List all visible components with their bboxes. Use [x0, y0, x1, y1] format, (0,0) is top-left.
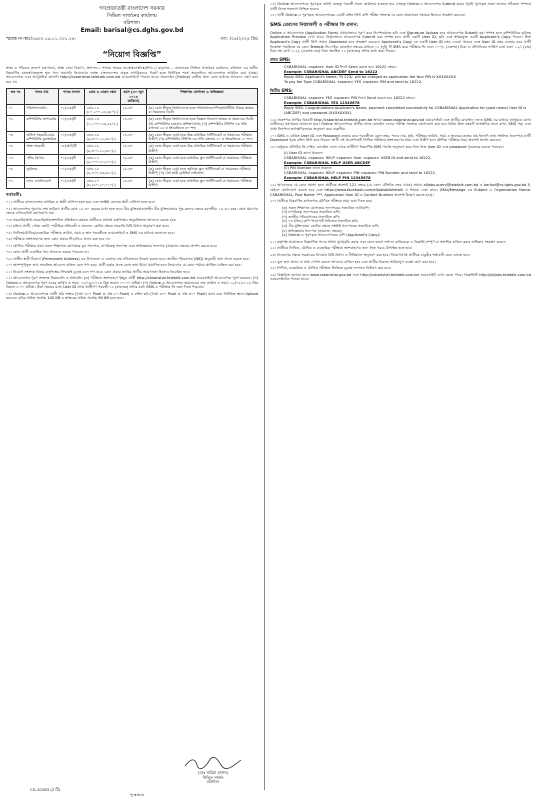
step2-line: CSBARISHAL <space> YES <space> PIN লিখে Send করতে হবে 16222 নম্বরে।: [284, 95, 415, 100]
table-cell: স্বাস্থ্য সহকারী: [25, 143, 59, 154]
table-cell: ০৭: [7, 177, 25, 188]
left-column: [2, 0, 262, 800]
condition-item: ০৭। মৌখিক পরীক্ষার সময় সকল শিক্ষাগত যোগ্যতার মূল সনদপত্র, নাগরিকত্ব সনদপত্র এবং অভিজ্ঞতার সনদপত্র (প্রযোজ্য ক্ষেত্রে) প্রদর্শন করতে হবে।: [6, 243, 218, 248]
document-requirement: (গ) জাতীয় পরিচয়পত্রের সত্যায়িত কপি;: [282, 214, 341, 219]
step2-reply: Reply SMS: Congratulations Applicant's Name, payment completed successfully for CSBARISHAL Application for (post name) User ID is (ABCDEF) and password (XXXXXXXX).: [284, 105, 527, 115]
posts-table: [6, 88, 258, 189]
table-cell: ০১(এক)টি: [59, 166, 85, 177]
table-cell: ০৪: [7, 143, 25, 154]
table-cell: গ্রেড-১৫ (৯,৭০০-২৩,৪৯০/-): [85, 166, 121, 177]
table-cell: ড্রাইভার: [25, 166, 59, 177]
condition-item: ১৩। Online-এ আবেদনপত্রে প্রার্থী তাঁর স্বাক্ষর (দৈর্ঘ্য ৩০০ Pixel × প্রস্থ ৮০ Pixel) ও রঙ্গিন ছবি (দৈর্ঘ্য ৩০০ Pixel × প্রস্থ ৩০০ Pixel) স্ক্যান করে নির্ধারিত স্থানে Upload করবেন। ছবির সাইজ সর্বোচ্চ 100 KB ও স্বাক্ষরের সাইজ সর্বোচ্চ 60 KB হতে হবে।: [6, 291, 258, 301]
table-cell: পরিসংখ্যানবিদ: [25, 104, 59, 115]
item-20-sub: [268, 206, 533, 238]
table-cell: ০১(এক)টি: [59, 177, 85, 188]
condition-item: ০৫। লিখিত/মৌখিক/ব্যবহারিক পরীক্ষার তারিখ, সময় ও স্থান পরবর্তীতে ওয়েবসাইটে ও SMS এর মাধ্যমে জানানো হবে।: [6, 230, 175, 235]
notice-item: ২৬। বিস্তারিত তথ্যের জন্য www.csbarishal.gov.bd এবং http://csbarishal.teletalk.com.bd ওয়েবসাইট দেখা যেতে পারে। বিজ্ঞপ্তিটি http://alljobs.teletalk.com.bd ওয়েবসাইটেও পাওয়া যাবে।: [270, 272, 531, 282]
step1-pay: To pay fee Type CSBARISHAL <space> YES <space> PIN and send to 16222.: [284, 79, 423, 84]
item-20: ২০। প্রার্থীকে নিম্নবর্ণিত কাগজপত্র মৌখিক পরীক্ষার সময় জমা দিতে হবে:: [270, 199, 373, 204]
table-cell: গ্রেড-১৪ (১০,২০০-২৪,৬৮০/-): [85, 104, 121, 115]
step1-box: [284, 65, 531, 85]
letterhead: [2, 6, 262, 34]
condition-item: ০৮। কোন প্রার্থী একাধিক পদে আবেদন করতে পারবেন না।: [6, 250, 89, 255]
document-requirement: (ঘ) ০৩ (তিন) কপি পাসপোর্ট সাইজের সত্যায়িত ছবি;: [282, 219, 359, 224]
item-15: ১৫। প্রার্থী Online-এ পূরণকৃত আবেদনপত্রের একটি রঙ্গিন প্রিন্ট কপি পরীক্ষা সংক্রান্ত যে কোন প্রয়োজনে সহায়ক হিসেবে সংরক্ষণ করবেন।: [270, 13, 466, 18]
table-row: [7, 177, 258, 188]
step2-box: [284, 96, 531, 116]
recovery-line: (i) User ID জানা থাকলে:: [284, 151, 324, 156]
table-cell: গ্রেড-১৬ (৯,৩০০-২২,৪৯০/-): [85, 132, 121, 143]
notice-item: ২২। প্রার্থীকে লিখিত, মৌখিক ও ব্যবহারিক পরীক্ষায় অংশগ্রহণের জন্য নিজ খরচে উপস্থিত হতে হবে।: [270, 246, 413, 251]
table-cell: ০১(এক)টি: [59, 104, 85, 115]
col-serial: ক্রঃ নং: [7, 89, 25, 105]
column-divider: [264, 4, 265, 790]
recovery-line: (ii) PIN Number জানা থাকলে:: [284, 166, 333, 171]
recovery-line: CSBARISHAL <space> HELP <space> User <space> USER ID and send to 16222.: [284, 156, 432, 161]
table-cell: ১৮-৩০: [121, 154, 147, 165]
city-line: বরিশাল।: [123, 20, 141, 26]
col-grade: গ্রেড ও বেতন স্কেল: [85, 89, 121, 105]
condition-item: ১০। অসম্পূর্ণ/ভুল তথ্য সংবলিত আবেদন বাতিল বলে গণ্য হবে। প্রার্থী কর্তৃক প্রদত্ত কোন তথ্য মিথ্যা প্রমাণিত হলে নিয়োগের যে কোন পর্যায়ে প্রার্থিতা বাতিল করা হবে।: [6, 263, 242, 268]
col-age: বয়স (৩০ জুন ২০২৪ তারিখে): [121, 89, 147, 105]
table-cell: ০১: [7, 104, 25, 115]
posts-table-body: [7, 104, 258, 188]
table-row: [7, 132, 258, 143]
table-cell: ০৬: [7, 166, 25, 177]
item-16: ১৬। প্রবেশপত্র প্রাপ্তির বিষয়টি http://csbarishal.teletalk.com.bd অথবা www.csbarishal.gov.bd ওয়েবসাইটে এবং প্রার্থীর মোবাইল ফোনে SMS এর মাধ্যমে (শুধুমাত্র যোগ্য প্রার্থীদের) যথাসময়ে জানানো হবে। Online আবেদনপত্রে প্রার্থীর প্রদত্ত মোবাইল ফোনে পরীক্ষা সংক্রান্ত যোগাযোগ করা হবে বিধায় উক্ত নম্বরটি সার্বক্ষণিক সচল রাখা, SMS পড়া এবং প্রাপ্ত নির্দেশনা তাৎক্ষণিকভাবে অনুসরণ করা বাঞ্ছনীয়।: [270, 117, 531, 131]
conditions-list: [2, 200, 262, 301]
table-cell: ল্যাব এ্যাটেনডেন্ট: [25, 177, 59, 188]
table-cell: ১৮-৩০: [121, 116, 147, 132]
step1-reply: Reply SMS: Applicant's Name, Tk 223/- will be charged as application fee Your PIN is XXXXXXXX: [284, 74, 456, 79]
table-cell: ১৮-৩০: [121, 104, 147, 115]
email-line: Email: barisal@cs.dghs.gov.bd: [80, 27, 184, 34]
table-cell: গ্রেড-২০ (৮,২৫০-২০,০১০/-): [85, 177, 121, 188]
table-cell: (ক) কোন স্বীকৃত বিশ্ববিদ্যালয় হতে পরিসংখ্যান/গণিত/অর্থনীতি বিষয়ে স্নাতক বা সমমানের ডিগ্রী;: [147, 104, 258, 115]
col-qualification: শিক্ষাগত যোগ্যতা ও অভিজ্ঞতা: [147, 89, 258, 105]
item-14: ১৪। Online আবেদনপত্রে পূরণকৃত তথ্যই যেহেতু পরবর্তী সকল কার্যক্রমে ব্যবহৃত হবে সেহেতু Online-এ আবেদনপত্র Submit করার পূর্বেই পূরণকৃত সকল তথ্যের সঠিকতা সম্পর্কে প্রার্থী নিজে শতভাগ নিশ্চিত হবেন।: [270, 2, 531, 11]
table-cell: গ্রেড-১৬ (৯,৩০০-২২,৪৯০/-): [85, 143, 121, 154]
signature-mark: [183, 756, 243, 770]
table-cell: ০১(এক)টি: [59, 132, 85, 143]
items-bottom: [268, 240, 533, 282]
condition-item: ১২। আবেদনপত্র পূরণ সংক্রান্ত নিয়মাবলি ও শর্তাবলি: (ক) পরীক্ষায় অংশগ্রহণে ইচ্ছুক প্রার্থী http://csbarishal.teletalk.com.bd ওয়েবসাইটে আবেদনপত্র পূরণ করবেন। (খ) Online-এ আবেদনপত্র পূরণ শুরুর তারিখ ও সময়: ১৮/০৪/২০২৪ খ্রিঃ সকাল ১০.০০ ঘটিকা। (গ) Online-এ আবেদনপত্র জমাদানের শেষ তারিখ ও সময়: ১৯/০৫/২০২৪ খ্রিঃ বিকাল ৫.০০ ঘটিকা। উক্ত সময়ের মধ্যে User ID প্রাপ্ত প্রার্থীগণ পরবর্তী ৭২ (বাহাত্তর) ঘন্টার মধ্যে SMS-এ পরীক্ষার ফি জমা দিতে পারবেন।: [6, 276, 258, 290]
table-cell: (ক) কোন স্বীকৃত বোর্ড হতে জুনিয়র স্কুল সার্টিফিকেট বা সমমানের পরীক্ষায় উত্তীর্ণ; (খ) বৈধ ভারী ড্রাইভিং লাইসেন্স;: [147, 166, 258, 177]
signatory-office: বরিশাল।: [206, 779, 220, 785]
posts-table-header: [7, 89, 258, 105]
col-count: পদের সংখ্যা: [59, 89, 85, 105]
condition-item: ০৩। সরকারি/আধা-সরকারি/স্বায়ত্তশাসিত প্রতিষ্ঠানে কর্মরত প্রার্থীদের যথাযথ কর্তৃপক্ষের অনুমতিক্রমে আবেদন করতে হবে।: [6, 217, 177, 222]
recovery-example: Example: CSBARISHAL HELP USER ABCDEF: [284, 161, 371, 166]
signature-block: [168, 756, 258, 785]
memo-number: স্মারক নং-স্বাঃ/০৬০০.১৬.১১.০০১.২৪-: [6, 37, 77, 42]
table-cell: ০৫: [7, 154, 25, 165]
step1-line: CSBARISHAL <space> User ID লিখে Send করতে হবে 16222 নম্বরে।: [284, 64, 397, 69]
table-row: [7, 104, 258, 115]
signatory-designation: সিভিল সার্জন: [202, 774, 224, 780]
table-cell: ০৩: [7, 132, 25, 143]
table-cell: গ্রেড-১৩ (১১,০০০-২৬,৫৯০/-): [85, 116, 121, 132]
table-row: [7, 143, 258, 154]
table-row: [7, 116, 258, 132]
item-17: ১৭। SMS এ প্রেরিত User ID এবং Password ব্যবহার করে পরবর্তীতে রোল নম্বর, পদের নাম, ছবি, পরীক্ষার তারিখ, সময় ও স্থানের/কেন্দ্রের নাম ইত্যাদি তথ্য সম্বলিত প্রবেশপত্র প্রার্থী Download পূর্বক রঙ্গিন প্রিন্ট করে নিবেন। প্রার্থী এই প্রবেশপত্রটি লিখিত পরীক্ষায় অংশগ্রহণের সময় এবং উত্তীর্ণ হলে মৌখিক পরীক্ষার সময় অবশ্যই প্রদর্শন করবেন।: [270, 133, 531, 143]
item-18: ১৮। শুধুমাত্র টেলিটক প্রি-পেইড মোবাইল ফোন থেকে প্রার্থীগণ নিম্নবর্ণিত SMS পদ্ধতি অনুসরণ করে নিজ নিজ User ID এবং password পুনরুদ্ধার করতে পারবেন।: [270, 144, 504, 149]
right-column: [268, 0, 533, 800]
table-cell: কম্পিউটার অপারেটর: [25, 116, 59, 132]
govt-code: CG-10183 (2 টি): [30, 787, 60, 792]
table-cell: (ক) কোন স্বীকৃত বিশ্ববিদ্যালয় হতে বিজ্ঞান বিভাগে স্নাতক বা সমমানের ডিগ্রী; (খ) কম্পিউটার চালনায় প্রশিক্ষণপ্রাপ্ত; (গ) কম্পিউটার টাইপিং এর গতি বাংলায় ২৫ ও ইংরেজিতে ৩০ শব্দ;: [147, 116, 258, 132]
item-19: ১৯। আবেদনের যে কোন সমস্যা হলে প্রার্থীকে অবশ্যই 121 নম্বরে (যে কোন টেলিটক নম্বর থেকে) অথবা alljobs.query@teletalk.com.bd ও barisal@cs.dghs.gov.bd ই-মেইলে যোগাযোগ করতে হবে এবং https://www.facebook.com/alljobsbdteletalk এ সাহায্য নেয়া যাবে। (Mail/Message এর Subject এ Organization Name: CSBARISHAL, Post Name: ***, Application User ID ও Contact Number অবশ্যই উল্লেখ করতে হবে)।: [270, 183, 531, 197]
footer-note: পুনঃপ্রচার: [130, 793, 145, 797]
condition-item: ০৯। প্রার্থীর স্থায়ী ঠিকানা (Permanent Address) এর উপজেলা ও জেলার নাম সঠিকভাবে উল্লেখ করতে হবে। জাতীয় পরিচয়পত্র (NID) অনুযায়ী তথ্য প্রদান করতে হবে।: [6, 256, 250, 261]
table-cell: ১৮-৩০: [121, 143, 147, 154]
table-cell: (ক) কোন স্বীকৃত বোর্ড হতে মাধ্যমিক স্কুল সার্টিফিকেট বা সমমানের পরীক্ষায় উত্তীর্ণ;: [147, 177, 258, 188]
step1-example: Example: CSBARISHAL ABCDEF Send to 16222: [284, 69, 378, 74]
memo-row: [6, 36, 258, 43]
office-line: সিভিল সার্জনের কার্যালয়: [107, 13, 157, 19]
table-cell: গ্রেড-১৭ (৯,০০০-২১,৮০০/-): [85, 154, 121, 165]
table-cell: ০১(এক)টি: [59, 154, 85, 165]
table-cell: ০২: [7, 116, 25, 132]
conditions-title: শর্তাবলীঃ: [6, 192, 22, 198]
notice-title: “নিয়োগ বিজ্ঞপ্তি”: [97, 49, 167, 63]
intro-paragraph: স্বাস্থ্য ও পরিবার কল্যাণ মন্ত্রণালয়, স্বাস্থ্য সেবা বিভাগ, প্রশাসন-১ শাখার স্মারক নং-স্বাঃসেঃবিঃ/প্রশা-১/ ছাড়পত্র... মোতাবেক সিভিল সার্জনের কার্যালয়, বরিশাল এর অধীন নিম্নবর্ণিত রাজস্বখাতভুক্ত শূন্য পদে সরাসরি নিয়োগের লক্ষ্যে বাংলাদেশের প্রকৃত নাগরিকদের নিকট হতে নির্ধারিত শর্তে অনলাইনে আবেদনপত্র আহ্বান করা যাচ্ছে। আবেদনপত্র এবং আনুষঙ্গিক তথ্যাদি http://csbarishal.teletalk.com.bd ওয়েবসাইটে পাওয়া যাবে। অনলাইন (Online) ব্যতীত অন্য কোন মাধ্যমে আবেদন গ্রহণ করা হবে না।: [6, 66, 258, 84]
table-row: [7, 154, 258, 165]
table-cell: ০১(এক)টি: [59, 116, 85, 132]
table-cell: স্টোর কিপার: [25, 154, 59, 165]
condition-item: ০৪। মহিলা প্রার্থী, পোষ্য কোটা, শারীরিক প্রতিবন্ধী ও অন্যান্য কোটার ক্ষেত্রে সরকারি বিধি-বিধান অনুসরণ করা হবে।: [6, 224, 170, 229]
document-requirement: (ঙ) বীর মুক্তিযোদ্ধা কোটার ক্ষেত্রে সংশ্লিষ্ট সনদপত্রের সত্যায়িত কপি;: [282, 224, 380, 229]
notice-item: ২৫। লিখিত, ব্যবহারিক ও মৌখিক পরীক্ষার ভিত্তিতে চূড়ান্ত ফলাফল নির্ধারণ করা হবে।: [270, 266, 391, 271]
document-requirement: (খ) নাগরিকত্ব সনদপত্রের সত্যায়িত কপি;: [282, 210, 341, 215]
notice-item: ২৪। ভুল তথ্য প্রদান বা তথ্য গোপন করলে আবেদন বাতিল হবে এবং প্রার্থীর বিরুদ্ধে আইনানুগ ব্যবস্থা গ্রহণ করা হবে।: [270, 259, 436, 264]
step2-title: দ্বিতীয় SMS:: [270, 87, 293, 93]
table-cell: ১৮-৩০: [121, 132, 147, 143]
signatory-name: (ডাঃ মারিয়া হাসান): [198, 770, 228, 775]
document-requirement: (ছ) Online-এ পূরণকৃত আবেদনপত্রের কপি (Applicant's Copy)।: [282, 233, 381, 238]
condition-item: ০৬। পরীক্ষায় অংশগ্রহণের জন্য কোন প্রকার টিএ/ডিএ প্রদান করা হবে না।: [6, 237, 111, 242]
table-cell: (ক) কোন স্বীকৃত বোর্ড হতে মাধ্যমিক স্কুল সার্টিফিকেট বা সমমানের পরীক্ষায় উত্তীর্ণ;: [147, 154, 258, 165]
table-cell: (ক) কোন স্বীকৃত বোর্ড হতে উচ্চ মাধ্যমিক সার্টিফিকেট বা সমমানের পরীক্ষায় উত্তীর্ণ; (খ) কম্পিউটার টাইপিং এর গতি বাংলায় ২০ ও ইংরেজিতে ২০ শব্দ;: [147, 132, 258, 143]
step1-title: প্রথম SMS:: [270, 56, 291, 62]
govt-line: গণপ্রজাতন্ত্রী বাংলাদেশ সরকার: [99, 6, 165, 12]
sms-title: SMS প্রেরণের নিয়মাবলী ও পরীক্ষার ফি প্রদান:: [270, 22, 359, 28]
document-requirement: (ক) সকল শিক্ষাগত যোগ্যতার সনদপত্রের সত্যায়িত ফটোকপি;: [282, 205, 370, 210]
recovery-line: CSBARISHAL <space> HELP <space> PIN <space> PIN Number and send to 16222.: [284, 171, 436, 176]
col-post: পদের নাম: [25, 89, 59, 105]
condition-item: ০২। আবেদনপত্র পূরণের শেষ তারিখে প্রার্থীর বয়স ১৮-৩০ বছরের মধ্যে হতে হবে। বীর মুক্তিযোদ্ধা/শহীদ বীর মুক্তিযোদ্ধার পুত্র-কন্যার ক্ষেত্রে বয়সসীমা ১৮-৩২ বছর। বয়স প্রমাণের ক্ষেত্রে এফিডেভিট গ্রহণযোগ্য নয়।: [6, 206, 258, 216]
sms-intro: Online-এ আবেদনপত্র (Application Form) যথাযথভাবে পূরণ করে নির্দেশনামতে ছবি এবং Signature Upload করে আবেদনপত্র Submit করা সম্পন্ন হলে কম্পিউটারে ছবিসহ Application Preview দেখা যাবে। নির্ভুলভাবে আবেদনপত্র Submit করা সম্পন্ন হলে প্রার্থী একটি User ID, ছবি এবং স্বাক্ষরযুক্ত একটি Applicant's Copy পাবেন। উক্ত Applicant's Copy প্রার্থী প্রিন্ট অথবা Download করে সংরক্ষণ করবেন। Applicant's Copy তে একটি User ID নম্বর দেওয়া থাকবে এবং User ID নম্বর ব্যবহার করে প্রার্থী নিম্নোক্ত পদ্ধতিতে যে কোন Teletalk প্রি-পেইড মোবাইল নম্বরের মাধ্যমে ০২ (দুই) টি SMS করে পরীক্ষার ফি বাবদ ১০০/- (একশত) টাকা ও টেলিটকের সার্ভিস চার্জ বাবদ ১২/- (বার) টাকা সহ মোট ১১২/- (একশত বার) টাকা অনধিক ৭২ (বাহাত্তর) ঘন্টার মধ্যে জমা দিবেন।: [270, 30, 531, 54]
notice-item: ২১। কর্তৃপক্ষ প্রয়োজনে বিজ্ঞাপিত পদের সংখ্যা হ্রাস/বৃদ্ধি করার এবং কোন কারণ দর্শানো ব্যতিরেকে এ বিজ্ঞপ্তি সম্পূর্ণ বা আংশিক বাতিল করার অধিকার সংরক্ষণ করেন।: [270, 239, 506, 244]
table-cell: ১৮-৩০: [121, 177, 147, 188]
document-requirement: (চ) অভিজ্ঞতার সনদপত্র (প্রযোজ্য ক্ষেত্রে);: [282, 228, 343, 233]
memo-date: তাং: /০৪/২০২৪ খ্রিঃ: [220, 37, 258, 42]
table-cell: ১৮-৩০: [121, 166, 147, 177]
table-cell: অফিস সহকারী-কাম-কম্পিউটার মুদ্রাক্ষরিক: [25, 132, 59, 143]
item-18-sub: [284, 151, 531, 181]
condition-item: ০১। প্রার্থীকে বাংলাদেশের নাগরিক ও স্থায়ী বাসিন্দা হতে হবে এবং সংশ্লিষ্ট জেলার স্থায়ী বাসিন্দা হতে হবে।: [6, 200, 155, 205]
table-row: [7, 166, 258, 177]
notice-item: ২৩। নিয়োগের ক্ষেত্রে সরকারের বিদ্যমান বিধি-বিধান ও নীতিমালা অনুসরণ করা হবে। নিয়োগপ্রাপ্ত প্রার্থীকে চাকুরীর শর্তাবলী মেনে চলতে হবে।: [270, 253, 470, 258]
table-cell: (ক) কোন স্বীকৃত বোর্ড হতে উচ্চ মাধ্যমিক সার্টিফিকেট বা সমমানের পরীক্ষায় উত্তীর্ণ;: [147, 143, 258, 154]
step2-example: Example: CSBARISHAL YES 12345678: [284, 100, 360, 105]
table-cell: ০৮(আট)টি: [59, 143, 85, 154]
condition-item: ১১। নিয়োগ সংক্রান্ত বিষয়ে কর্তৃপক্ষের সিদ্ধান্তই চূড়ান্ত বলে গণ্য হবে। কোন প্রকার তদবির প্রার্থীর অযোগ্যতা হিসেবে বিবেচিত হবে।: [6, 269, 191, 274]
recovery-example: Example: CSBARISHAL HELP PIN 12345678: [284, 176, 371, 181]
